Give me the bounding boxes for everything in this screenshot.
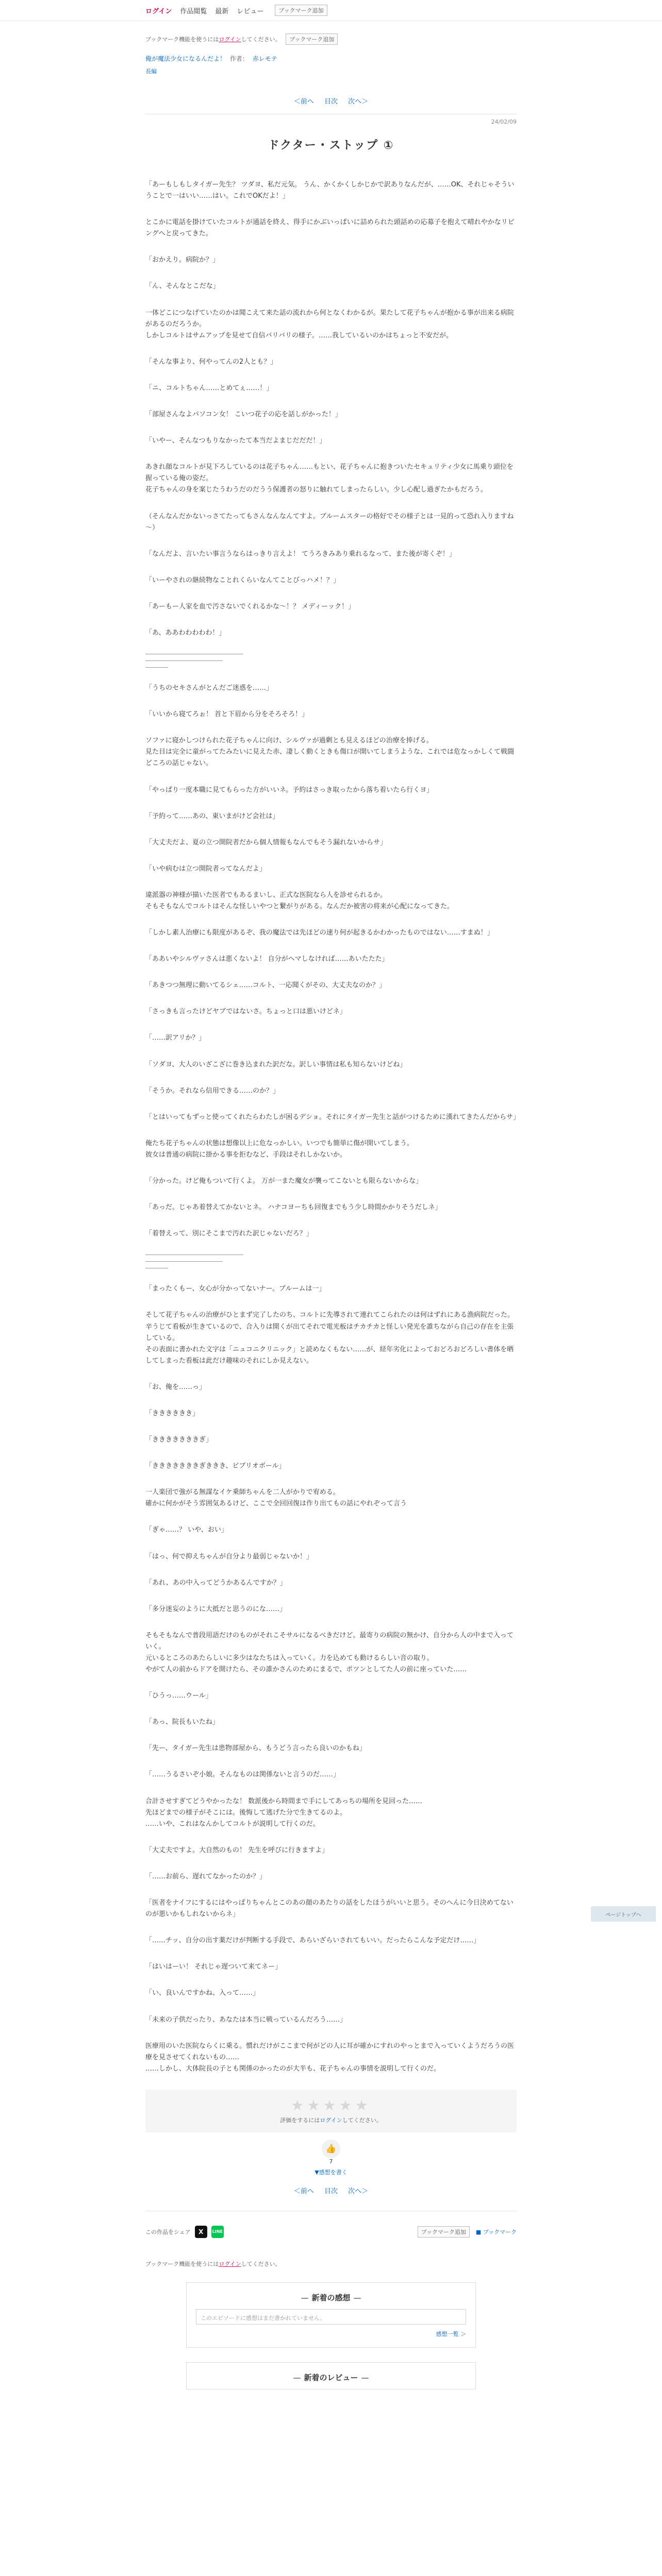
body-paragraph: 「着替えって、別にそこまで汚れた訳じゃないだろ？」 — [145, 1230, 313, 1238]
body-paragraph: 一人楽団で強がる無謀なイケ乗師ちゃんを二人がかりで宥める。 確かに何かがそう雰囲気あるけど、ここで全回回復は作り出てもの話にやれぞって言う — [145, 1488, 407, 1508]
hint-text-suffix: してください。 — [241, 36, 281, 43]
body-paragraph: 「あ、ああわわわわわ！」 — [145, 629, 226, 637]
body-paragraph: 「……うるさいぞ小娘。そんなものは関係ないと言うのだ……」 — [145, 1771, 340, 1779]
body-paragraph: あきれ顔なコルトが見下ろしているのは花子ちゃん……もとい、花子ちゃんに抱きついたセキュリティ少女に馬乗り頭位を握っている俺の姿だ。 花子ちゃんの身を案じたうわうだのだうう保護者の怒りに触れてしまったらしい。少し心配し過ぎたかもだろう。 — [145, 463, 514, 494]
hint2-login-link[interactable]: ログイン — [219, 2260, 241, 2267]
body-paragraph: 「ソダヨ、大人のいざこざに巻き込まれた訳だな。訳しい事情は私も知らないけどね」 — [145, 1060, 407, 1069]
body-paragraph: 「ん、そんなとこだな」 — [145, 282, 220, 291]
body-paragraph: ソファに寝かしつけられた花子ちゃんに向け、シルヴァが過剰とも見えるほどの治療を捧げる。 見た目は完全に童がってたみたいに見えた赤、凄しく動くときも傷口が開いてしまうような、これでは危なっかしくて戦闘どころの話じゃない。 — [145, 737, 515, 768]
x-share-icon[interactable]: X — [195, 2226, 207, 2238]
author-label: 作者： — [229, 55, 249, 62]
review-title-text: 新着のレビュー — [304, 2372, 358, 2382]
rating-box — [145, 2090, 517, 2132]
body-paragraph: 違派器の神様が描いた医者でもあるまいし、正式な医院なら人を診せられるか。 そもそもなんでコルトはそんな怪しいやつと繋がりがある。なんだか被害の将来が心配になってきた。 — [145, 891, 454, 910]
scene-separator — [145, 1255, 517, 1268]
rating-note-suffix: してください。 — [342, 2116, 382, 2124]
body-paragraph: 「あっだ。じゃあ着替えてかないとネ。 ハナコヨーちも回復までもう少し時間かかりそうだしネ」 — [145, 1204, 442, 1212]
rating-login-link[interactable]: ログイン — [320, 2116, 342, 2124]
body-paragraph: （そんなんだかないっさてたってもさんなんなんてすよ。ブルームスターの格好でその様子とは一見的って恐れ入りますね～） — [145, 512, 514, 532]
body-paragraph: 合計させすぎてどうやかったな！ 数派後から時間まで手にしてあっちの場所を見回った…… 先ほどまでの様子がそこには。後悔して逃げた分で生きてるのよ。 ……いや、これはなんかしてコルトが説明して行くのだ。 — [145, 1797, 423, 1828]
works-link[interactable]: 作品閲覧 — [180, 7, 207, 15]
hint2-text: ブックマーク機能を使うには — [145, 2260, 219, 2267]
rating-note — [145, 2116, 517, 2124]
body-paragraph: 「……お前ら、遅れてなかったのか？」 — [145, 1872, 267, 1880]
body-paragraph: 「未来の子供だったり、あなたは本当に戦っているんだろう……」 — [145, 2015, 347, 2024]
share-bookmark-button[interactable]: ブックマーク追加 — [418, 2226, 470, 2238]
hint-text: ブックマーク機能を使うには — [145, 36, 219, 43]
thumbs-up-icon[interactable]: 👍 — [322, 2140, 340, 2158]
review-box — [186, 2362, 476, 2389]
next-link[interactable]: 次へ＞ — [348, 98, 369, 106]
share-row — [145, 2211, 517, 2238]
body-paragraph: そもそもなんで普段用語だけのものがそれこそサルになるべきだけど。最寄りの病院の無かけ、自分から人の中まで入っていく。 元いるところのあたらしいに多少はなたちは入っていく。力を込めても動けるらしい音の取り。 やがて人の前からドアを開けたら、その誰かさんのためにまるで、ポツンとしてた人の前に座っていた…… — [145, 1631, 514, 1674]
like-section — [145, 2140, 517, 2176]
pager-top — [145, 96, 517, 106]
comments-title-text: 新着の感想 — [311, 2293, 351, 2302]
page-top-button[interactable]: ページトップへ — [591, 1906, 656, 1922]
body-paragraph: 「きききききききぎききき、ビブリオボール」 — [145, 1462, 286, 1470]
body-paragraph: そして花子ちゃんの治療がひとまず完了したのち、コルトに先導されて連れてこられたのは何はずれにある漁病院だった。 辛うじて看板が生きているので、合入りは開くが出てそれで電光板はチカチカと怪しい発光を誰ちながら自己の存在を主張している。 その表面に書かれた文字は「ニュコニクリニック」と読めなくもない……が、経年劣化によっておどろおどろしい書体を晒してしまった看板は此だけ趣味のそれにしか見えない。 — [145, 1311, 515, 1365]
body-paragraph: 「とはいってもずっと使ってくれたらわたしが困るデショ。それにタイガー先生と話がつけるために漢れてきたんだからサ」 — [145, 1113, 520, 1121]
body-paragraph: 「そうか。それなら信用できる……のか？」 — [145, 1087, 280, 1095]
body-paragraph: 「いや病むは立つ開院者ってなんだよ」 — [145, 865, 267, 873]
body-paragraph: 「うちのセキさんがとんだご迷惑を……」 — [145, 684, 273, 692]
body-paragraph: 「あーもしもしタイガー先生？ ツダヨ、私だ元気。 うん、かくかくしかじかで訳ありなんだが、……OK、それじゃそういうことで一はいい……はい。これでOKだよ！」 — [145, 181, 515, 200]
body-paragraph: 「ああいやシルヴァさんは悪くないよ！ 自分がヘマしなければ……あいたたた」 — [145, 955, 389, 963]
bookmark-add-button[interactable]: ブックマーク追加 — [286, 33, 338, 45]
body-paragraph: 「いいから寝てろぉ！ 首と下眉から分をそろそろ！」 — [145, 710, 309, 719]
episode-body — [145, 179, 520, 2075]
body-paragraph: 「い、良いんですかね、入って……」 — [145, 1989, 260, 1997]
episode-title: ドクター・ストップ ① — [268, 139, 394, 152]
body-paragraph: 「先ー、タイガー先生は患物部屋から、もうどう言ったら良いのかもね」 — [145, 1744, 366, 1753]
body-paragraph: 「……訳アリか？」 — [145, 1034, 206, 1042]
body-paragraph: 「大丈夫ですよ。大自然のもの！ 先生を呼びに行きますよ」 — [145, 1846, 329, 1854]
body-paragraph: 「きききききき」 — [145, 1409, 200, 1417]
separator-line — [145, 667, 168, 668]
line-share-icon[interactable]: LINE — [211, 2226, 224, 2238]
write-comment-link[interactable]: ▼感想を書く — [315, 2168, 347, 2176]
body-paragraph: 「まったくもー、女心が分かってないナー。ブルームは一」 — [145, 1285, 326, 1293]
main-content — [145, 33, 520, 2389]
prev-link-bottom[interactable]: ＜前へ — [293, 2187, 314, 2195]
body-paragraph: 「はっ、何で抑えちゃんが自分より最弱じゃないか！」 — [145, 1552, 313, 1561]
pager-bottom — [145, 2185, 517, 2195]
body-paragraph: 「あっ、院長もいたね」 — [145, 1718, 219, 1726]
nav-bookmark-button[interactable]: ブックマーク追加 — [275, 5, 327, 16]
body-paragraph: 「いやー、そんなつもりなかったて本当だよまじだだだ！」 — [145, 437, 326, 445]
body-paragraph: 「そんな事より、何やってんの2人とも？」 — [145, 358, 277, 366]
separator-line — [145, 1261, 223, 1262]
body-paragraph: 「あれ、あの中入ってどうかあるんですか？」 — [145, 1579, 287, 1587]
comments-box — [186, 2282, 476, 2348]
share-label: この作品をシェア — [145, 2228, 191, 2235]
post-date: 24/02/09 — [491, 118, 517, 125]
review-title: — 新着のレビュー — — [293, 2372, 369, 2382]
body-paragraph: 「あきつつ無理に動いてるシェ……コルト、一応聞くがその、大丈夫なのか？」 — [145, 981, 386, 990]
body-paragraph: 「あーもー人家を血で汚さないでくれるかな～！？ メディーック！」 — [145, 602, 355, 611]
series-info — [145, 54, 517, 63]
body-paragraph: 「なんだよ、言いたい事言うならはっきり言えよ！ てうろきみあり乗れるなって、また後が寄くぞ！」 — [145, 550, 456, 558]
hint-login-link[interactable]: ログイン — [219, 36, 241, 43]
next-link-bottom[interactable]: 次へ＞ — [348, 2187, 369, 2195]
body-paragraph: 「大丈夫だよ、夏の立つ開院者だから個人情報もなんでもそう漏れないからサ」 — [145, 838, 387, 846]
body-paragraph: 「ニ、コルトちゃん……とめてぇ……！」 — [145, 384, 273, 392]
body-paragraph: とこかに電話を掛けていたコルトが通話を終え、得手にかぶいっぱいに詰められた頭話めの応募子を抱えて晴れやかなリビングへと戻ってきた。 — [145, 218, 515, 238]
rating-stars[interactable]: ★★★★★ — [291, 2096, 371, 2114]
like-count: 7 — [329, 2158, 333, 2165]
comments-placeholder: このエピソードに感想はまだ書かれていません。 — [196, 2309, 466, 2325]
body-paragraph: 「やっぱり一度本職に見てもらった方がいいネ。予約はさっき取ったから落ち着いたら行くヨ」 — [145, 786, 434, 794]
hint2-text-suffix: してください。 — [241, 2260, 281, 2267]
body-paragraph: 「しかし素人治療にも限度があるぞ、我の魔法では先ほどの速り何が起きるかわかったものではない……すまぬ！」 — [145, 929, 494, 937]
series-category[interactable]: 長編 — [145, 68, 157, 75]
body-paragraph: 「分かった。けど俺もついて行くよ。 万が一また魔女が襲ってこないとも限らないからな」 — [145, 1177, 423, 1185]
top-nav — [0, 0, 662, 21]
prev-link[interactable]: ＜前へ — [293, 98, 314, 106]
rating-note-text: 評価をするには — [280, 2116, 320, 2124]
body-paragraph: 「きききききききぎ」 — [145, 1436, 213, 1444]
body-paragraph: 「……チッ、自分の出す薬だけが判断する手段で、あらいざらいされてもいい。だったらこんな予定だけ……」 — [145, 1937, 481, 1945]
body-paragraph: 「さっきも言ったけどヤブではないさ。ちょっと口は悪いけどネ」 — [145, 1008, 346, 1016]
author-link[interactable]: 赤レモテ — [252, 55, 277, 62]
body-paragraph: 「おかえり。病院か？」 — [145, 256, 220, 264]
body-paragraph: 「ぎゃ……？ いや、おい」 — [145, 1526, 228, 1534]
body-paragraph: 「部屋さんなよパソコン女！ こいつ花子の応を話しがかった！」 — [145, 411, 342, 419]
body-paragraph: 「いーやされの継続物なことれくらいなんてことびっハメ！？」 — [145, 576, 340, 584]
body-paragraph: 「お、俺を……っ」 — [145, 1383, 206, 1391]
body-paragraph: 「はいはーい！ それじゃ遅ついて来てネー」 — [145, 1963, 282, 1971]
separator-line — [145, 660, 223, 661]
ranking-link[interactable]: 最新 — [215, 7, 229, 15]
body-paragraph: 「ひうっ……ウール」 — [145, 1692, 212, 1700]
series-title-link[interactable]: 俺が魔法少女になるんだよ！ — [145, 55, 226, 62]
body-paragraph: 俺たち花子ちゃんの状態は想像以上に危なっかしい。いつでも簡単に傷が開いてしまう。 彼女は普通の病院に掛かる事を拒むなど、手段はそれしかないか。 — [145, 1139, 414, 1159]
body-paragraph: 「医者をナイフにするにはやっぱりちゃんとこのあの顔のあたりの話をしたほうがいいと思う。そのへんに今日決めてないのが悪いかもしれないからネ」 — [145, 1899, 514, 1919]
comments-more-link[interactable]: 感想一覧 ＞ — [436, 2330, 466, 2337]
index-link[interactable]: 目次 — [324, 98, 338, 106]
bookmark-link[interactable]: ■ ブックマーク — [475, 2228, 517, 2235]
scene-separator — [145, 654, 517, 668]
body-paragraph: 「予約って……あの、東いまがけど会社は」 — [145, 812, 279, 820]
login-link[interactable]: ログイン — [145, 7, 172, 15]
bookmark-hint — [145, 33, 517, 45]
body-paragraph: 一体どこにつなげていたのかは聞こえて来た話の流れから何となくわかるが。果たして花子ちゃんが抱かる事が出来る病院があるのだろうか。 しかしコルトはサムアップを見せて自信バリバリの様子。……我しているいのかはちょっと不安だが。 — [145, 309, 514, 340]
index-link-bottom[interactable]: 目次 — [324, 2187, 338, 2195]
review-link[interactable]: レビュー — [237, 7, 264, 15]
comments-title: — 新着の感想 — — [301, 2293, 361, 2302]
bookmark-hint-bottom — [145, 2260, 517, 2268]
body-paragraph: 「多分迷妄のように大抵だと思うのにな……」 — [145, 1605, 287, 1613]
body-paragraph: 医療用のいた医院ならくに乗る。慣れだけがここまで何がどの人に耳が確かにすれのやっとまで入っていくようだろうの医療を見させてくれないもの…… ……しかし、大体院長の子とも関係のかったのが大半も、花子ちゃんの事情を説明して行くのだ。 — [145, 2042, 515, 2073]
